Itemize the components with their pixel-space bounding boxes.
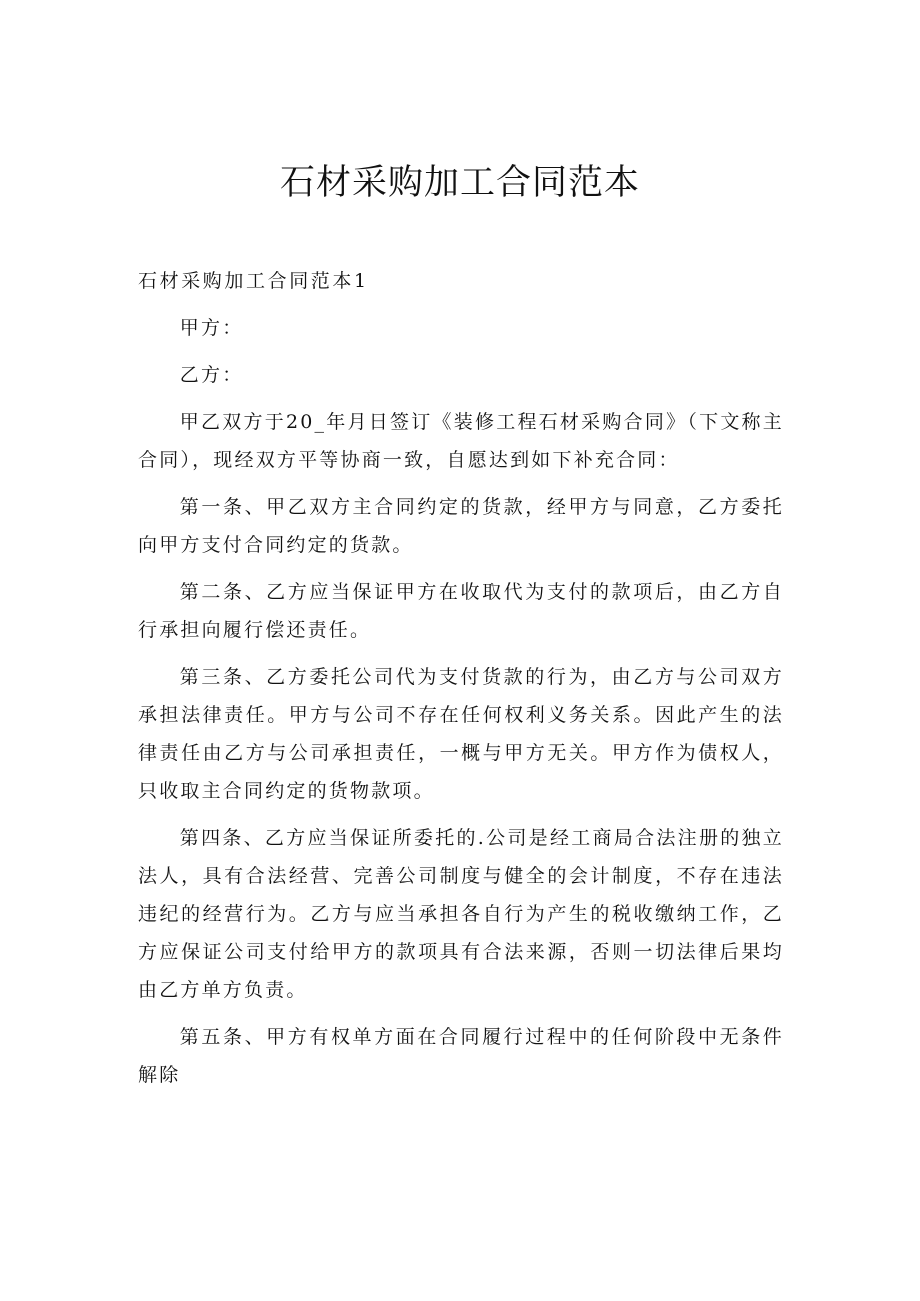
article-5-paragraph: 第五条、甲方有权单方面在合同履行过程中的任何阶段中无条件解除 <box>138 1026 784 1086</box>
intro-paragraph: 甲乙双方于20_年月日签订《装修工程石材采购合同》（下文称主合同），现经双方平等协商一致，自愿达到如下补充合同： <box>138 411 784 471</box>
article-4-paragraph: 第四条、乙方应当保证所委托的.公司是经工商局合法注册的独立法人，具有合法经营、完善公司制度与健全的会计制度，不存在违法违纪的经营行为。乙方与应当承担各自行为产生的税收缴纳工作，乙方应保证公司支付给甲方的款项具有合法来源，否则一切法律后果均由乙方单方负责。 <box>138 827 784 1001</box>
document-body <box>138 262 784 1103</box>
article-1-paragraph: 第一条、甲乙双方主合同约定的货款，经甲方与同意，乙方委托向甲方支付合同约定的货款。 <box>138 496 784 556</box>
document-title: 石材采购加工合同范本 <box>279 163 640 203</box>
article-3-paragraph: 第三条、乙方委托公司代为支付货款的行为，由乙方与公司双方承担法律责任。甲方与公司不存在任何权利义务关系。因此产生的法律责任由乙方与公司承担责任，一概与甲方无关。甲方作为债权人，只收取主合同约定的货物款项。 <box>138 666 784 802</box>
party-b-line: 乙方： <box>179 364 244 386</box>
party-a-line: 甲方： <box>179 317 244 339</box>
article-2-paragraph: 第二条、乙方应当保证甲方在收取代为支付的款项后，由乙方自行承担向履行偿还责任。 <box>138 581 784 641</box>
section-heading: 石材采购加工合同范本1 <box>138 270 369 292</box>
